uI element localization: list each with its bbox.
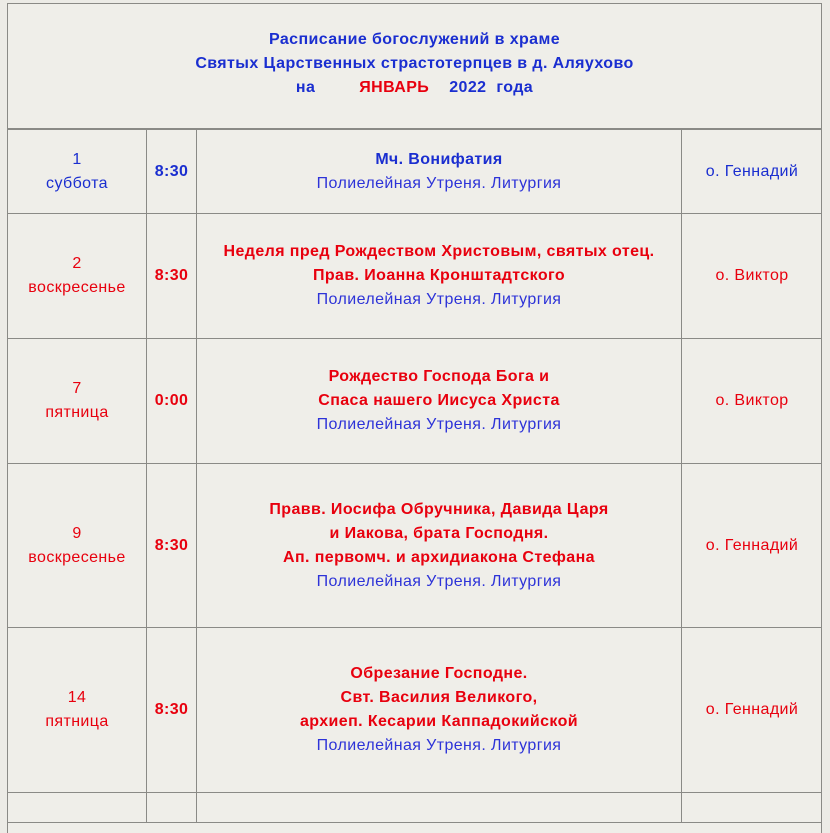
day-number: 14 [67, 689, 87, 706]
weekday: суббота [46, 174, 108, 192]
priest-cell: о. Геннадий [682, 130, 823, 214]
weekday: воскресенье [28, 279, 126, 296]
header-line-2: Святых Царственных страстотерпцев в д. Аляухово [195, 55, 634, 72]
day-number: 7 [72, 380, 82, 397]
schedule-row [8, 214, 822, 339]
schedule-row [8, 339, 822, 464]
header-month: ЯНВАРЬ [359, 79, 430, 96]
event-title: Ап. первомч. и архидиакона Стефана [283, 548, 595, 566]
time-cell: 8:30 [147, 214, 197, 339]
priest-cell: о. Виктор [682, 339, 823, 464]
weekday: пятница [45, 404, 109, 421]
weekday: пятница [45, 713, 109, 730]
time-cell: 8:30 [147, 130, 197, 214]
date-cell [8, 339, 147, 464]
priest-cell: о. Виктор [682, 214, 823, 339]
day-number: 9 [72, 524, 82, 542]
event-cell [197, 130, 682, 214]
time-cell: 8:30 [147, 628, 197, 793]
weekday: воскресенье [28, 548, 126, 566]
date-cell [8, 130, 147, 214]
event-title: Рождество Господа Бога и [328, 368, 550, 385]
priest-cell [682, 793, 823, 823]
event-title: Мч. Вонифатия [375, 150, 503, 168]
service-type: Полиелейная Утреня. Литургия [316, 572, 562, 590]
event-title: Свт. Василия Великого, [340, 689, 538, 706]
service-type: Полиелейная Утреня. Литургия [316, 291, 562, 308]
event-title: Обрезание Господне. [350, 665, 528, 682]
event-cell [197, 214, 682, 339]
day-number: 2 [72, 255, 82, 272]
header-suffix: года [496, 79, 534, 96]
event-cell [197, 339, 682, 464]
service-type: Полиелейная Утреня. Литургия [316, 174, 562, 192]
time-cell [147, 793, 197, 823]
schedule-row [8, 628, 822, 793]
event-title: Правв. Иосифа Обручника, Давида Царя [269, 500, 609, 518]
time-cell: 8:30 [147, 464, 197, 628]
schedule-row [8, 130, 822, 214]
event-cell [197, 628, 682, 793]
priest-cell: о. Геннадий [682, 464, 823, 628]
event-title: и Иакова, брата Господня. [329, 524, 549, 542]
schedule-table [8, 129, 822, 823]
date-cell [8, 464, 147, 628]
header-year: 2022 [449, 79, 487, 96]
priest-cell: о. Геннадий [682, 628, 823, 793]
event-title: Неделя пред Рождеством Христовым, святых отец. [223, 243, 655, 260]
time-cell: 0:00 [147, 339, 197, 464]
event-title: Спаса нашего Иисуса Христа [318, 392, 560, 409]
date-cell [8, 628, 147, 793]
header-line-1: Расписание богослужений в храме [268, 31, 560, 48]
schedule-page [7, 3, 822, 833]
day-number: 1 [72, 150, 82, 168]
service-type: Полиелейная Утреня. Литургия [316, 416, 562, 433]
event-title: Прав. Иоанна Кронштадтского [312, 267, 566, 284]
event-title: архиеп. Кесарии Каппадокийской [300, 713, 578, 730]
date-cell [8, 793, 147, 823]
header-line-3 [8, 76, 821, 100]
schedule-header [8, 3, 821, 129]
schedule-row [8, 793, 822, 823]
schedule-row [8, 464, 822, 628]
header-prefix: на [295, 79, 316, 96]
event-cell [197, 793, 682, 823]
service-type: Полиелейная Утреня. Литургия [316, 737, 562, 754]
date-cell [8, 214, 147, 339]
event-cell [197, 464, 682, 628]
